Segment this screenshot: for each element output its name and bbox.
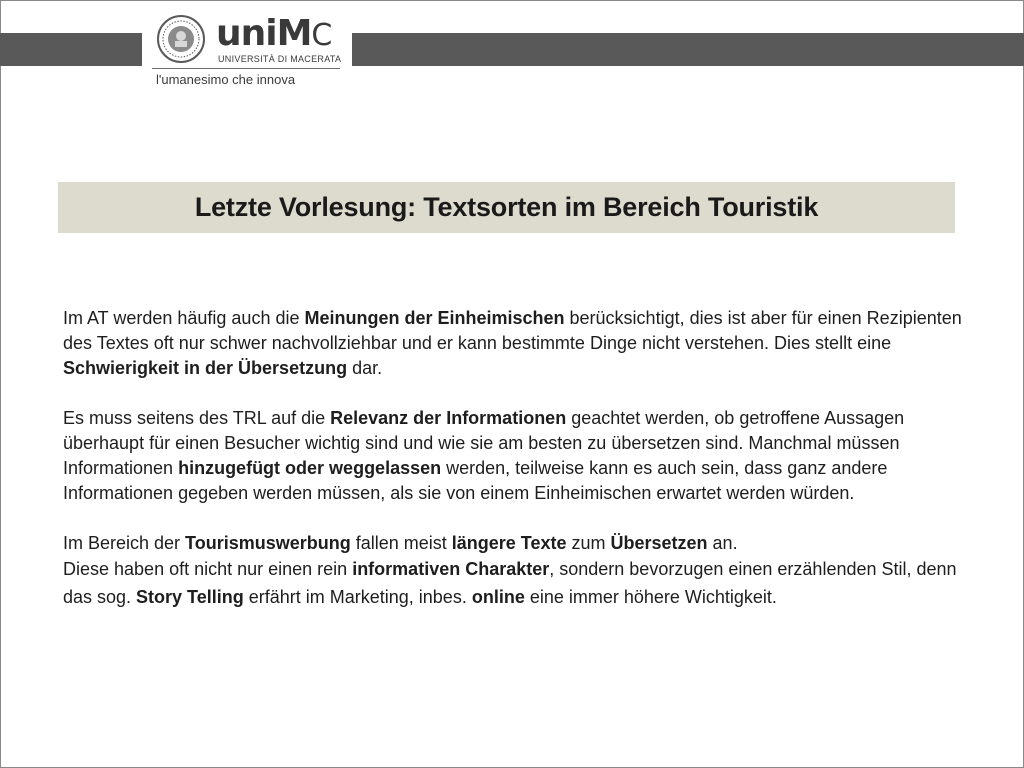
- university-seal-icon: [156, 14, 206, 64]
- university-logo: [152, 12, 348, 92]
- header-bar-left: [0, 33, 142, 66]
- paragraph-tourism-advertising: Im Bereich der Tourismuswerbung fallen meist längere Texte zum Übersetzen an.: [63, 533, 738, 553]
- logo-subtitle: UNIVERSITÀ DI MACERATA: [218, 54, 342, 64]
- logo-tagline: l'umanesimo che innova: [156, 72, 296, 87]
- slide-body: [63, 306, 963, 611]
- logo-divider: [152, 68, 340, 69]
- paragraph-relevance: Es muss seitens des TRL auf die Relevanz der Informationen geachtet werden, ob getroffene Aussagen überhaupt für einen Besucher wichtig sind und wie sie am besten zu übersetzen sind. Manchmal müssen Informationen hinzugefügt oder weggelassen werden, teilweise kann es auch sein, dass ganz andere Informationen gegeben werden müssen, als sie von einem Einheimischen erwartet werden würden.: [63, 408, 905, 503]
- logo-wordmark: uniMC: [216, 13, 333, 54]
- slide-title: Letzte Vorlesung: Textsorten im Bereich Touristik: [194, 192, 819, 222]
- header-bar-right: [352, 33, 1024, 66]
- paragraph-local-opinions: Im AT werden häufig auch die Meinungen der Einheimischen berücksichtigt, dies ist aber für einen Rezipienten des Textes oft nur schwer nachvollziehbar und er kann bestimmte Dinge nicht verstehen. Dies stellt eine Schwierigkeit in der Übersetzung dar.: [63, 308, 962, 378]
- title-banner: [58, 182, 955, 233]
- paragraph-storytelling: Diese haben oft nicht nur einen rein informativen Charakter, sondern bevorzugen einen erzählenden Stil, denn das sog. Story Telling erfährt im Marketing, inbes. online eine immer höhere Wichtigkeit.: [63, 559, 957, 607]
